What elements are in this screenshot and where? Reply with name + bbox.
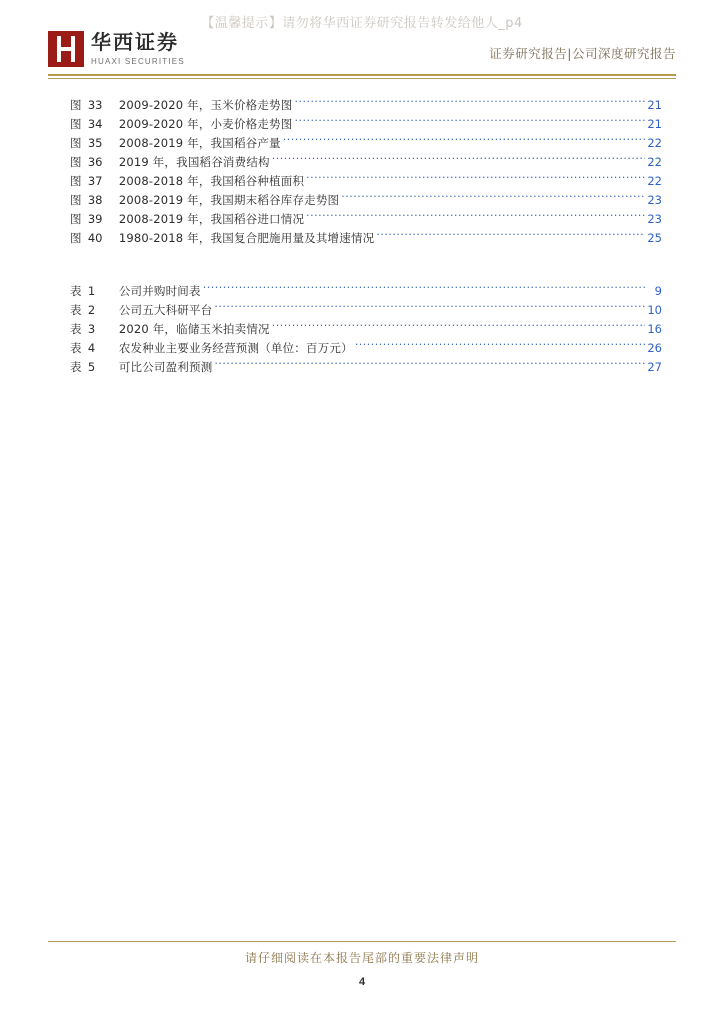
toc-entry-title: 2009-2020 年，玉米价格走势图 (118, 98, 293, 112)
toc-entry-page: 10 (647, 303, 662, 317)
toc-entry-label: 图 (70, 98, 82, 112)
toc-entry[interactable] (70, 301, 662, 320)
toc-entry-page: 22 (647, 136, 662, 150)
toc-entry[interactable] (70, 210, 662, 229)
toc-entry-label: 图 (70, 212, 82, 226)
toc-entry-number: 4 (87, 341, 96, 355)
toc-leader-dots (203, 283, 646, 295)
footer-divider (48, 941, 676, 942)
header-divider-thin (48, 78, 676, 79)
toc-entry[interactable] (70, 282, 662, 301)
logo-text-chinese: 华西证券 (91, 30, 179, 54)
toc-entry-title: 1980-2018 年，我国复合肥施用量及其增速情况 (118, 231, 375, 245)
toc-entry-label: 图 (70, 193, 82, 207)
toc-entry-title: 2008-2019 年，我国稻谷产量 (118, 136, 281, 150)
toc-entry-number: 5 (87, 360, 96, 374)
toc-entry-page: 23 (647, 212, 662, 226)
confidential-notice: 【温馨提示】请勿将华西证券研究报告转发给他人_p4 (201, 16, 523, 31)
toc-entry-title: 2008-2019 年，我国稻谷进口情况 (118, 212, 305, 226)
toc-entry-page: 25 (647, 231, 662, 245)
toc-entry-number: 40 (87, 231, 103, 245)
toc-leader-dots (283, 135, 646, 147)
toc-entry-label: 图 (70, 174, 82, 188)
toc-entry-title: 公司并购时间表 (118, 284, 201, 298)
toc-entry[interactable] (70, 115, 662, 134)
toc-entry-title: 可比公司盈利预测 (118, 360, 213, 374)
toc-entry-label: 表 (70, 360, 82, 374)
toc-entry-page: 22 (647, 155, 662, 169)
toc-entry-number: 2 (87, 303, 96, 317)
report-type-label: 证券研究报告|公司深度研究报告 (489, 46, 676, 61)
toc-entry[interactable] (70, 229, 662, 248)
toc-entry-number: 36 (87, 155, 103, 169)
toc-entry-number: 37 (87, 174, 103, 188)
toc-entry-page: 27 (647, 360, 662, 374)
toc-entry-title: 公司五大科研平台 (118, 303, 213, 317)
footer-disclaimer: 请仔细阅读在本报告尾部的重要法律声明 (244, 951, 479, 965)
toc-leader-dots (294, 116, 645, 128)
page-number: 4 (358, 976, 366, 988)
toc-leader-dots (341, 192, 645, 204)
toc-entry-label: 图 (70, 136, 82, 150)
toc-figures-group (70, 96, 662, 248)
toc-entry-number: 3 (87, 322, 96, 336)
toc-entry-title: 2008-2018 年，我国稻谷种植面积 (118, 174, 305, 188)
huaxi-logo (48, 30, 185, 67)
toc-entry-label: 图 (70, 117, 82, 131)
toc-leader-dots (272, 154, 646, 166)
toc-entry[interactable] (70, 172, 662, 191)
toc-entry-page: 9 (654, 284, 662, 298)
toc-entry[interactable] (70, 320, 662, 339)
toc-leader-dots (272, 321, 646, 333)
huaxi-logo-icon (48, 31, 84, 67)
toc-entry[interactable] (70, 96, 662, 115)
toc-entry-number: 33 (87, 98, 103, 112)
toc-entry-title: 农发种业主要业务经营预测（单位：百万元） (118, 341, 353, 355)
toc-entry-page: 21 (647, 98, 662, 112)
toc-leader-dots (294, 97, 645, 109)
toc-entry[interactable] (70, 134, 662, 153)
toc-entry-page: 23 (647, 193, 662, 207)
toc-entry-number: 34 (87, 117, 103, 131)
toc-entry-label: 表 (70, 341, 82, 355)
toc-entry-number: 1 (87, 284, 96, 298)
toc-entry-label: 表 (70, 322, 82, 336)
toc-entry[interactable] (70, 339, 662, 358)
toc-entry-page: 22 (647, 174, 662, 188)
toc-entry-label: 图 (70, 231, 82, 245)
toc-entry[interactable] (70, 358, 662, 377)
toc-entry-page: 26 (647, 341, 662, 355)
toc-leader-dots (355, 340, 646, 352)
toc-entry-label: 表 (70, 284, 82, 298)
toc-tables-group (70, 282, 662, 377)
toc-entry-title: 2019 年，我国稻谷消费结构 (118, 155, 270, 169)
toc-leader-dots (376, 230, 645, 242)
toc-entry-number: 39 (87, 212, 103, 226)
logo-text-english: HUAXI SECURITIES (91, 57, 185, 66)
header-divider-thick (48, 74, 676, 76)
toc-leader-dots (306, 211, 645, 223)
toc-entry-title: 2020 年，临储玉米拍卖情况 (118, 322, 270, 336)
toc-leader-dots (214, 359, 645, 371)
toc-entry-label: 表 (70, 303, 82, 317)
toc-entry-page: 16 (647, 322, 662, 336)
toc-entry-label: 图 (70, 155, 82, 169)
toc-entry-title: 2009-2020 年，小麦价格走势图 (118, 117, 293, 131)
toc-entry[interactable] (70, 191, 662, 210)
toc-entry-page: 21 (647, 117, 662, 131)
toc-leader-dots (214, 302, 645, 314)
table-of-contents (70, 96, 662, 377)
report-header (48, 30, 676, 78)
toc-entry-number: 35 (87, 136, 103, 150)
toc-entry-number: 38 (87, 193, 103, 207)
toc-leader-dots (306, 173, 645, 185)
toc-entry-title: 2008-2019 年，我国期末稻谷库存走势图 (118, 193, 340, 207)
toc-entry[interactable] (70, 153, 662, 172)
